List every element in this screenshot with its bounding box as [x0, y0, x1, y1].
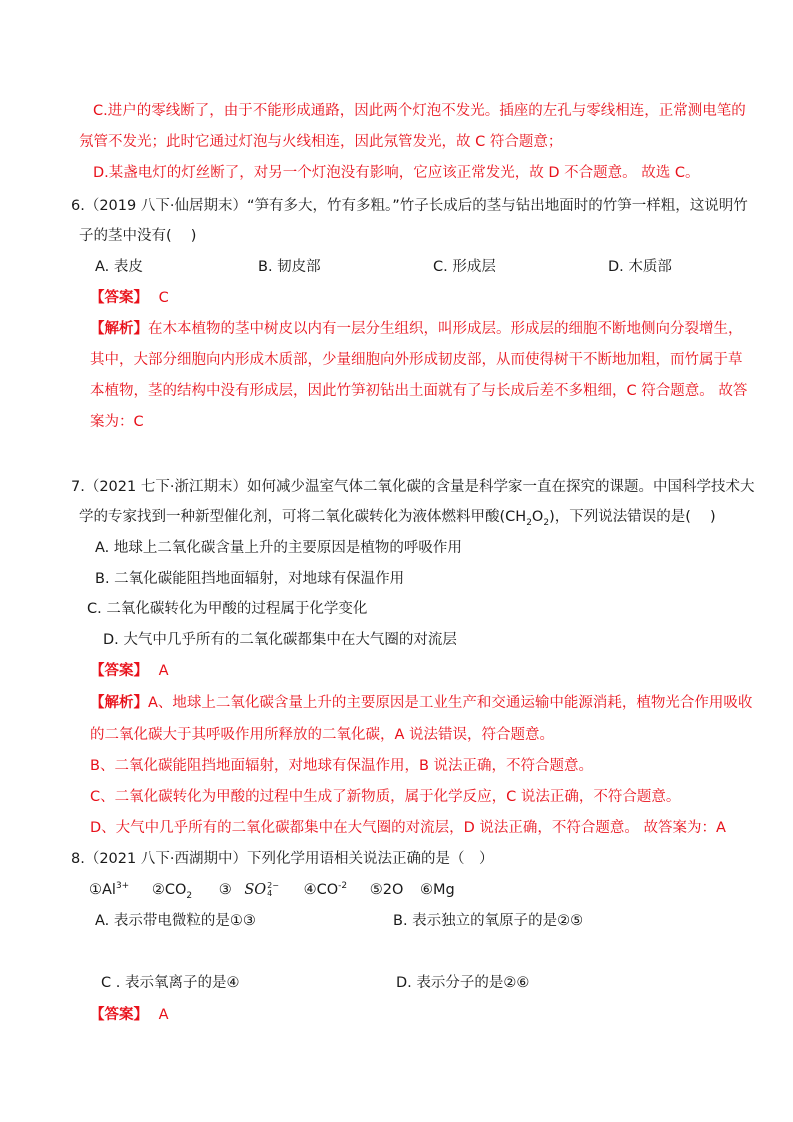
q8-symbol-1: $①Al^{3+}$ [89, 881, 130, 898]
q8-option-d: D. 表示分子的是②⑥ [396, 975, 530, 991]
q6-answer [90, 288, 169, 308]
q8-symbol-6: ⑥Mg [419, 882, 455, 898]
q6-stem-line-2: 子的茎中没有( ) [79, 228, 197, 244]
q7-analysis-line-5: D、大气中几乎所有的二氧化碳都集中在大气圈的对流层，D 说法正确，不符合题意。 故答案为：A [90, 820, 726, 836]
q6-analysis-line-2: 其中，大部分细胞向内形成木质部，少量细胞向外形成韧皮部，从而使得树干不断地加粗，而竹属于草 [90, 352, 743, 368]
q7-analysis-text-1: A、地球上二氧化碳含量上升的主要原因是工业生产和交通运输中能源消耗，植物光合作用吸收 [148, 695, 753, 711]
q7-stem-mid: O [531, 509, 544, 525]
q6-option-a: A. 表皮 [95, 259, 143, 275]
q7-analysis-line-2: 的二氧化碳大于其呼吸作用所释放的二氧化碳，A 说法错误，符合题意。 [90, 727, 555, 743]
q7-option-b: B. 二氧化碳能阻挡地面辐射，对地球有保温作用 [95, 571, 405, 587]
q8-stem: 8.（2021 八下·西湖期中）下列化学用语相关说法正确的是（ ） [71, 851, 494, 867]
q6-analysis-label: 【解析】 [90, 321, 148, 337]
q5-option-d-line: D.某盏电灯的灯丝断了，对另一个灯泡没有影响，它应该正常发光，故 D 不合题意。 故选 C。 [93, 165, 700, 181]
q6-analysis-line-3: 本植物，茎的结构中没有形成层，因此竹笋初钻出土面就有了与长成后差不多粗细，C 符合题意。 故答 [90, 383, 748, 399]
q7-stem-line-1: 7.（2021 七下·浙江期末）如何减少温室气体二氧化碳的含量是科学家一直在探究的课题。中国科学技术大 [71, 479, 755, 495]
q7-option-c: C. 二氧化碳转化为甲酸的过程属于化学变化 [87, 601, 368, 617]
q7-option-d: D. 大气中几乎所有的二氧化碳都集中在大气圈的对流层 [103, 632, 457, 648]
q6-answer-value: C [158, 290, 169, 306]
q8-answer-value: A [158, 1007, 169, 1023]
q7-answer-value: A [158, 663, 169, 679]
q7-option-a: A. 地球上二氧化碳含量上升的主要原因是植物的呼吸作用 [95, 540, 462, 556]
q6-option-b: B. 韧皮部 [258, 259, 321, 275]
q8-symbol-3: ③ SO 2− 4 [218, 881, 279, 898]
q5-option-c-line-2: 氖管不发光；此时它通过灯泡与火线相连，因此氖管发光，故 C 符合题意； [79, 134, 563, 150]
q7-analysis-line-4: C、二氧化碳转化为甲酸的过程中生成了新物质，属于化学反应，C 说法正确，不符合题意。 [90, 789, 681, 805]
q7-stem-sub-2: 2 [543, 517, 550, 528]
q6-option-d: D. 木质部 [608, 259, 672, 275]
q7-answer [90, 661, 169, 681]
q6-analysis-line-4: 案为：C [90, 414, 144, 430]
q8-option-b: B. 表示独立的氧原子的是②⑤ [393, 913, 584, 929]
q8-answer [90, 1005, 169, 1025]
q7-answer-label: 【答案】 [90, 663, 148, 679]
q7-analysis-label: 【解析】 [90, 695, 148, 711]
q8-symbol-5: ⑤2O [369, 882, 404, 898]
q6-stem-line-1: 6.（2019 八下·仙居期末）“笋有多大，竹有多粗。”竹子长成后的茎与钻出地面时的竹笋一样粗，这说明竹 [71, 198, 748, 214]
q6-option-c: C. 形成层 [433, 259, 496, 275]
q7-stem-line-2-pre: 学的专家找到一种新型催化剂，可将二氧化碳转化为液体燃料甲酸(CH [79, 509, 527, 525]
q8-symbol-2: $②CO_2$ [151, 882, 193, 901]
q8-symbol-4: $④CO^{-2}$ [303, 881, 348, 898]
q8-option-c: C . 表示氧离子的是④ [101, 975, 240, 991]
q8-answer-label: 【答案】 [90, 1007, 148, 1023]
q7-analysis-line-3: B、二氧化碳能阻挡地面辐射，对地球有保温作用，B 说法正确，不符合题意。 [90, 758, 594, 774]
q7-stem-line-2 [79, 507, 716, 527]
q8-symbol-row [89, 880, 455, 900]
q6-answer-label: 【答案】 [90, 290, 148, 306]
q7-analysis-line-1 [90, 693, 752, 713]
q5-option-c-line-1: C.进户的零线断了，由于不能形成通路，因此两个灯泡不发光。插座的左孔与零线相连，正常测电笔的 [93, 103, 746, 119]
q7-stem-sub-1: 2 [526, 517, 532, 528]
q8-option-a: A. 表示带电微粒的是①③ [95, 913, 256, 929]
q6-analysis-text-1: 在木本植物的茎中树皮以内有一层分生组织，叫形成层。形成层的细胞不断地侧向分裂增生， [148, 321, 743, 337]
q6-analysis-line-1 [90, 319, 743, 339]
q7-stem-line-2-post: )，下列说法错误的是( ) [549, 509, 716, 525]
